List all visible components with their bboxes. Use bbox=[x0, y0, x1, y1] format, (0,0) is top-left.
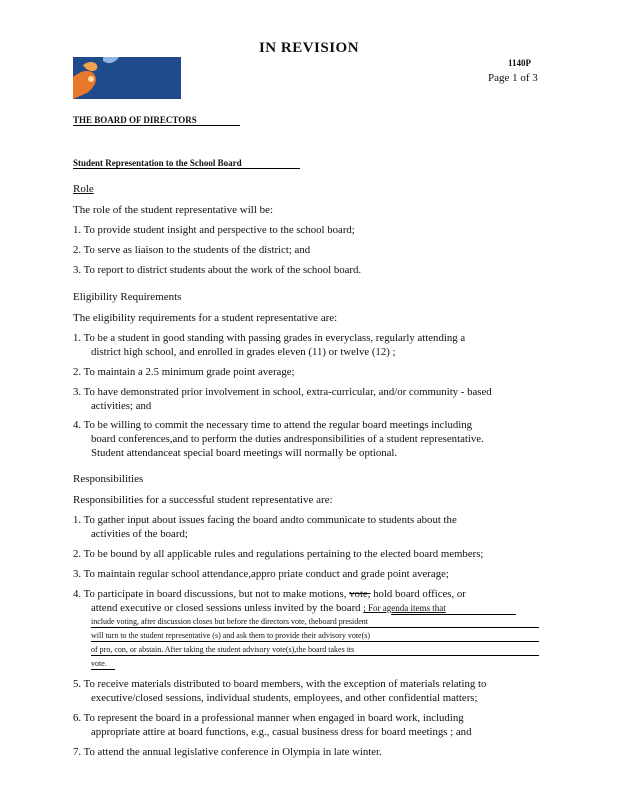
resp-item-5: 5. To receive materials distributed to board members, with the exception of materials relating to bbox=[73, 678, 487, 690]
resp-item-2: 2. To be bound by all applicable rules and regulations pertaining to the elected board members; bbox=[73, 548, 484, 560]
underline-rule bbox=[91, 655, 539, 656]
role-item-3: 3. To report to district students about the work of the school board. bbox=[73, 264, 362, 276]
eligibility-heading: Eligibility Requirements bbox=[73, 291, 182, 303]
resp-item-1-cont: activities of the board; bbox=[91, 528, 188, 540]
inserted-line-3: of pro, con, or abstain. After taking the student advisory vote(s),the board takes its bbox=[91, 645, 355, 654]
responsibilities-intro: Responsibilities for a successful student representative are: bbox=[73, 494, 333, 506]
eligibility-item-1-cont: district high school, and enrolled in grades eleven (11) or twelve (12) ; bbox=[91, 346, 396, 358]
resp-item-4 bbox=[73, 588, 466, 600]
page-indicator: Page 1 of 3 bbox=[488, 72, 538, 84]
eligibility-item-4: 4. To be willing to commit the necessary time to attend the regular board meetings including bbox=[73, 419, 473, 431]
eligibility-item-4-cont: board conferences,and to perform the duties andresponsibilities of a student representative. bbox=[91, 433, 484, 445]
role-intro: The role of the student representative will be: bbox=[73, 204, 274, 216]
underline-rule bbox=[91, 669, 115, 670]
eligibility-item-4-cont2: Student attendanceat special board meetings will normally be optional. bbox=[91, 447, 398, 459]
policy-subject: Student Representation to the School Board bbox=[73, 158, 300, 169]
resp-item-4-tail: hold board offices, or bbox=[373, 588, 466, 600]
role-heading: Role bbox=[73, 183, 94, 195]
responsibilities-heading: Responsibilities bbox=[73, 473, 144, 485]
resp-item-6: 6. To represent the board in a professional manner when engaged in board work, including bbox=[73, 712, 464, 724]
board-heading: THE BOARD OF DIRECTORS bbox=[73, 115, 240, 126]
resp-item-4-line2: attend executive or closed sessions unless invited by the board bbox=[91, 602, 361, 614]
resp-item-4-text: 4. To participate in board discussions, but not to make motions, bbox=[73, 588, 347, 600]
resp-item-5-cont: executive/closed sessions, individual students, employees, and other confidential matters; bbox=[91, 692, 478, 704]
inserted-line-2: will turn to the student representative (s) and ask them to provide their advisory vote(s) bbox=[91, 631, 371, 640]
resp-item-6-cont: appropriate attire at board functions, e.g., casual business dress for board meetings ; and bbox=[91, 726, 472, 738]
document-number: 1140P bbox=[508, 58, 532, 68]
logo-graphic bbox=[73, 57, 181, 99]
struck-text: vote, bbox=[349, 588, 371, 600]
district-logo bbox=[73, 57, 181, 99]
underline-rule bbox=[91, 641, 539, 642]
role-item-2: 2. To serve as liaison to the students of the district; and bbox=[73, 244, 311, 256]
eligibility-item-3-cont: activities; and bbox=[91, 400, 152, 412]
inserted-text: ; For agenda items that bbox=[363, 603, 446, 613]
inserted-line-4: vote. bbox=[91, 659, 107, 668]
resp-item-7: 7. To attend the annual legislative conference in Olympia in late winter. bbox=[73, 746, 382, 758]
page-title: IN REVISION bbox=[258, 40, 360, 56]
eligibility-intro: The eligibility requirements for a student representative are: bbox=[73, 312, 338, 324]
underline-rule bbox=[91, 627, 539, 628]
resp-item-1: 1. To gather input about issues facing the board andto communicate to students about the bbox=[73, 514, 457, 526]
underline-rule bbox=[391, 614, 516, 615]
resp-item-3: 3. To maintain regular school attendance,appro priate conduct and grade point average; bbox=[73, 568, 449, 580]
role-item-1: 1. To provide student insight and perspective to the school board; bbox=[73, 224, 355, 236]
eligibility-item-1: 1. To be a student in good standing with passing grades in everyclass, regularly attending a bbox=[73, 332, 466, 344]
inserted-line-1: include voting, after discussion closes but before the directors vote, theboard president bbox=[91, 617, 369, 626]
resp-item-4-cont bbox=[91, 602, 446, 614]
eligibility-item-2: 2. To maintain a 2.5 minimum grade point average; bbox=[73, 366, 295, 378]
eligibility-item-3: 3. To have demonstrated prior involvement in school, extra-curricular, and/or community - based bbox=[73, 386, 492, 398]
